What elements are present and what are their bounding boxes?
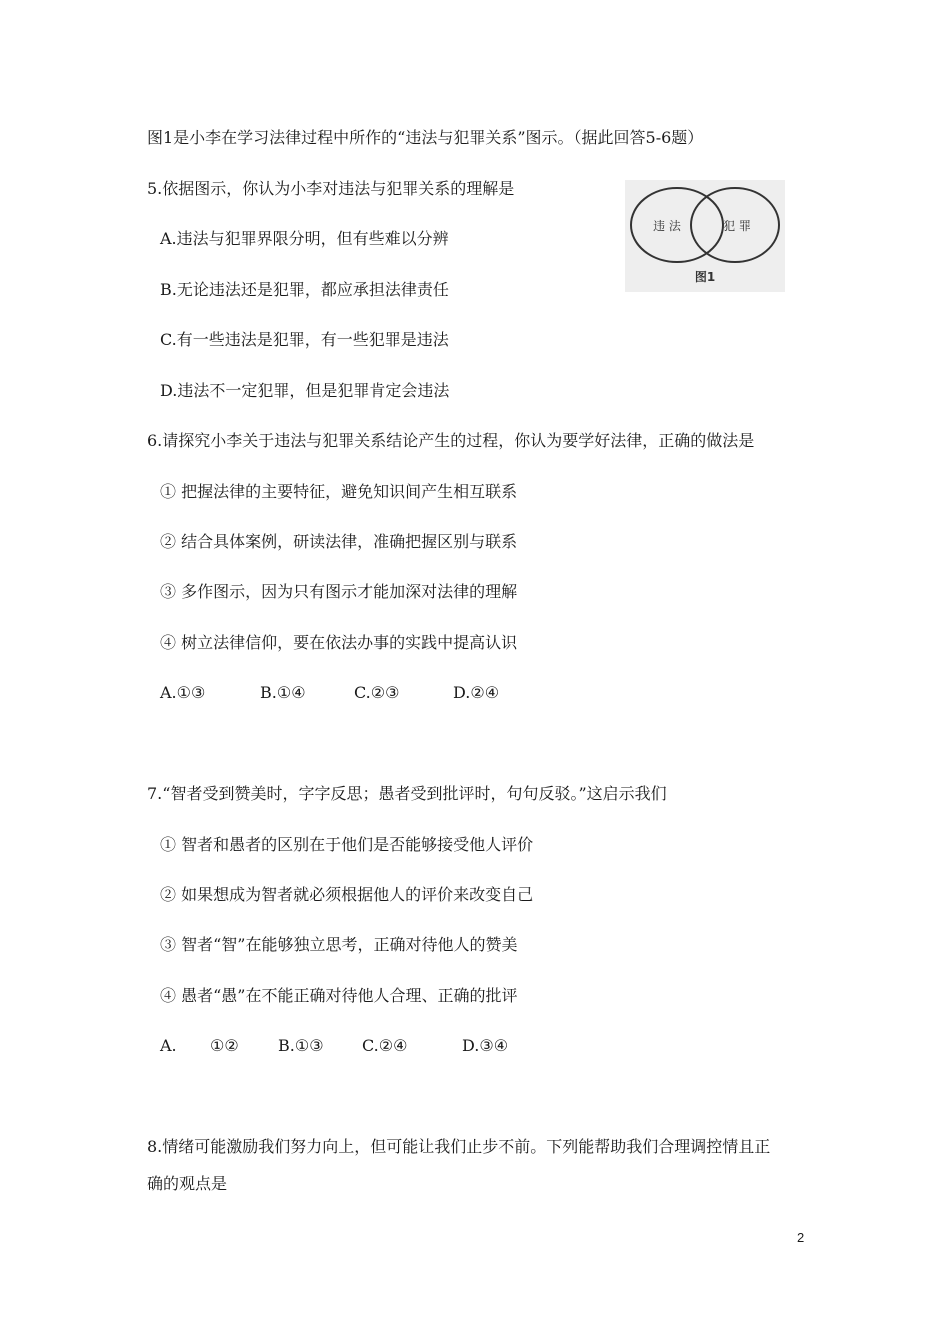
q6-choice-c: C.②③ xyxy=(354,683,400,702)
q6-statement-3: ③ 多作图示，因为只有图示才能加深对法律的理解 xyxy=(160,582,518,601)
q5-option-a: A.违法与犯罪界限分明，但有些难以分辨 xyxy=(160,229,449,248)
q6-choice-a: A.①③ xyxy=(160,683,206,702)
q7-statement-3: ③ 智者“智”在能够独立思考，正确对待他人的赞美 xyxy=(160,935,518,954)
q8-stem-line-1: 8.情绪可能激励我们努力向上，但可能让我们止步不前。下列能帮助我们合理调控情且正 xyxy=(147,1137,771,1156)
crime-label: 犯 罪 xyxy=(723,219,751,233)
q7-statement-1: ① 智者和愚者的区别在于他们是否能够接受他人评价 xyxy=(160,835,534,854)
q6-choice-b: B.①④ xyxy=(260,683,306,702)
figure-caption: 图1 xyxy=(694,270,716,284)
q7-choice-d: D.③④ xyxy=(462,1036,509,1055)
q6-statement-2: ② 结合具体案例，研读法律，准确把握区别与联系 xyxy=(160,532,518,551)
q6-choice-d: D.②④ xyxy=(453,683,500,702)
q7-statement-2: ② 如果想成为智者就必须根据他人的评价来改变自己 xyxy=(160,885,534,904)
q7-choice-a: A. xyxy=(160,1036,177,1055)
q5-stem: 5.依据图示，你认为小李对违法与犯罪关系的理解是 xyxy=(147,179,515,198)
q7-statement-4: ④ 愚者“愚”在不能正确对待他人合理、正确的批评 xyxy=(160,986,518,1005)
q7-choices xyxy=(0,1036,950,1056)
q5-option-b: B.无论违法还是犯罪，都应承担法律责任 xyxy=(160,280,449,299)
intro-text: 图1是小李在学习法律过程中所作的“违法与犯罪关系”图示。（据此回答5-6题） xyxy=(147,128,704,147)
venn-diagram xyxy=(625,180,785,292)
q6-stem: 6.请探究小李关于违法与犯罪关系结论产生的过程，你认为要学好法律，正确的做法是 xyxy=(147,431,755,450)
q6-statement-1: ① 把握法律的主要特征，避免知识间产生相互联系 xyxy=(160,482,518,501)
q8-stem-line-2: 确的观点是 xyxy=(147,1174,228,1193)
q7-choice-a-value: ①② xyxy=(210,1036,239,1055)
q6-statement-4: ④ 树立法律信仰，要在依法办事的实践中提高认识 xyxy=(160,633,518,652)
illegal-label: 违 法 xyxy=(653,219,681,233)
q5-option-c: C.有一些违法是犯罪，有一些犯罪是违法 xyxy=(160,330,449,349)
q7-stem: 7.“智者受到赞美时，字字反思；愚者受到批评时，句句反驳。”这启示我们 xyxy=(147,784,667,803)
q7-choice-b: B.①③ xyxy=(278,1036,324,1055)
venn-figure xyxy=(625,180,785,292)
q7-choice-c: C.②④ xyxy=(362,1036,408,1055)
page-number: 2 xyxy=(797,1230,805,1245)
q5-option-d: D.违法不一定犯罪，但是犯罪肯定会违法 xyxy=(160,381,450,400)
q6-choices xyxy=(0,683,950,703)
